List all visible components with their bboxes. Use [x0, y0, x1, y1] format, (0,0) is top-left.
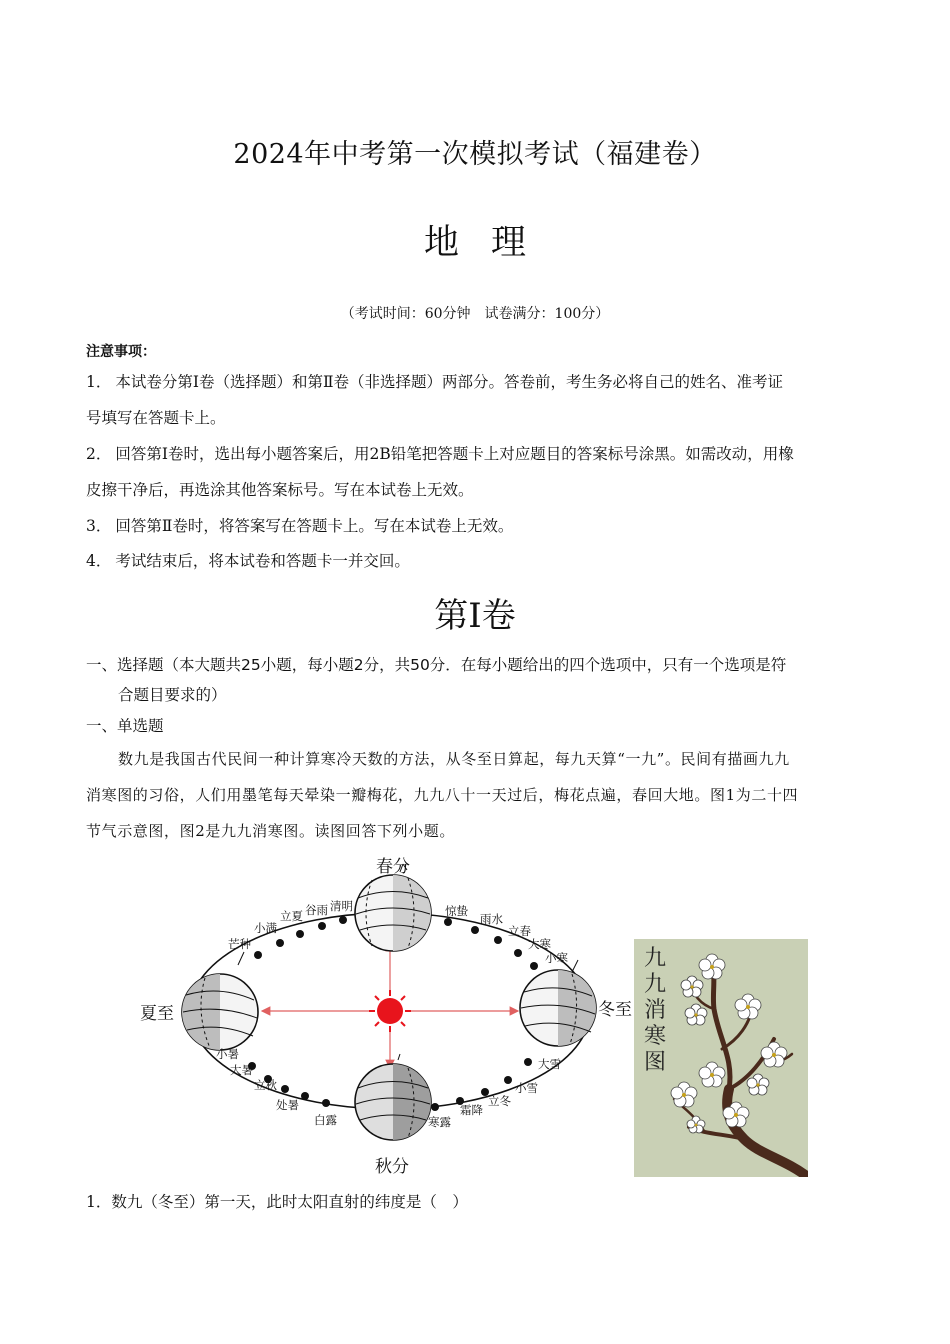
term-jingzhe: 惊蛰 [445, 904, 468, 918]
term-qingming: 清明 [330, 899, 353, 913]
xiaohan-plum-chart [634, 939, 808, 1177]
term-xiaoxue: 小雪 [515, 1081, 538, 1095]
note-text-cont: 号填写在答题卡上。 [86, 409, 226, 427]
term-daxue: 大雪 [538, 1057, 561, 1071]
term-bailu: 白露 [314, 1113, 337, 1127]
term-spring: 春分 [376, 857, 410, 877]
term-yushui: 雨水 [480, 912, 503, 926]
note-number: 3． [86, 517, 112, 535]
part-heading-line1: 一、选择题（本大题共25小题，每小题2分，共50分．在每小题给出的四个选项中，只有一个选项是符 [86, 656, 787, 674]
term-winter: 冬至 [598, 1000, 632, 1020]
note-text: 回答第Ⅱ卷时，将答案写在答题卡上。写在本试卷上无效。 [115, 517, 514, 535]
term-hanlu: 寒露 [428, 1115, 451, 1129]
term-dashu: 大暑 [230, 1063, 253, 1077]
note-item-4 [86, 543, 866, 579]
sun-icon [369, 990, 411, 1032]
term-dahan: 大寒 [528, 937, 551, 951]
term-guyu: 谷雨 [305, 903, 328, 917]
passage-line1: 数九是我国古代民间一种计算寒冷天数的方法，从冬至日算起，每九天算“一九”。民间有描画九九 [118, 750, 790, 768]
exam-title: 2024年中考第一次模拟考试（福建卷） [233, 139, 717, 170]
note-item-2 [86, 436, 866, 508]
globe-summer-icon [182, 952, 258, 1050]
solar-terms-diagram [120, 845, 640, 1180]
chart-title-char-1: 九 [644, 946, 667, 971]
term-mangzhong: 芒种 [228, 937, 251, 951]
exam-info: （考试时间：60分钟 试卷满分：100分） [340, 306, 610, 322]
passage [86, 741, 866, 849]
note-number: 2． [86, 445, 112, 463]
note-item-3 [86, 508, 866, 544]
note-text: 考试结束后，将本试卷和答题卡一并交回。 [115, 552, 410, 570]
globe-spring-icon [355, 864, 431, 951]
note-item-1 [86, 364, 866, 436]
question-1: 1．数九（冬至）第一天，此时太阳直射的纬度是（ ） [86, 1193, 468, 1211]
chart-title-char-5: 图 [644, 1050, 667, 1075]
subject-title: 地理 [423, 223, 558, 263]
note-text-cont: 皮擦干净后，再选涂其他答案标号。写在本试卷上无效。 [86, 481, 474, 499]
globe-autumn-icon [355, 1054, 431, 1140]
term-lichun: 立春 [508, 924, 531, 938]
chart-title-char-2: 九 [644, 972, 667, 997]
term-liqiu: 立秋 [254, 1078, 277, 1092]
term-shuangjiang: 霜降 [460, 1103, 483, 1117]
notes-title: 注意事项： [86, 344, 156, 360]
globe-winter-icon [520, 960, 596, 1046]
chart-title [644, 946, 666, 1075]
term-lidong: 立冬 [488, 1094, 511, 1108]
note-text: 回答第Ⅰ卷时，选出每小题答案后，用2B铅笔把答题卡上对应题目的答案标号涂黑。如需改动，用橡 [115, 445, 794, 463]
note-number: 1． [86, 373, 112, 391]
passage-line2: 消寒图的习俗，人们用墨笔每天晕染一瓣梅花，九九八十一天过后，梅花点遍，春回大地。图1为二十四 [86, 786, 799, 804]
passage-line3: 节气示意图，图2是九九消寒图。读图回答下列小题。 [86, 822, 455, 840]
part-heading-line2: 合题目要求的） [118, 686, 227, 704]
term-chushu: 处暑 [276, 1098, 299, 1112]
chart-title-char-3: 消 [644, 998, 667, 1023]
term-xiaoshu: 小暑 [216, 1047, 239, 1061]
term-xiaoman: 小满 [254, 921, 277, 935]
term-xiaohan: 小寒 [545, 951, 568, 965]
sub-heading: 一、单选题 [86, 717, 164, 735]
term-autumn: 秋分 [375, 1157, 409, 1177]
part-heading [86, 650, 866, 710]
chart-title-char-4: 寒 [644, 1024, 667, 1049]
note-text: 本试卷分第Ⅰ卷（选择题）和第Ⅱ卷（非选择题）两部分。答卷前，考生务必将自己的姓名、准考证 [115, 373, 784, 391]
term-lixia: 立夏 [280, 909, 303, 923]
term-summer: 夏至 [140, 1004, 174, 1024]
note-number: 4． [86, 552, 112, 570]
volume-title: 第Ⅰ卷 [434, 596, 516, 636]
